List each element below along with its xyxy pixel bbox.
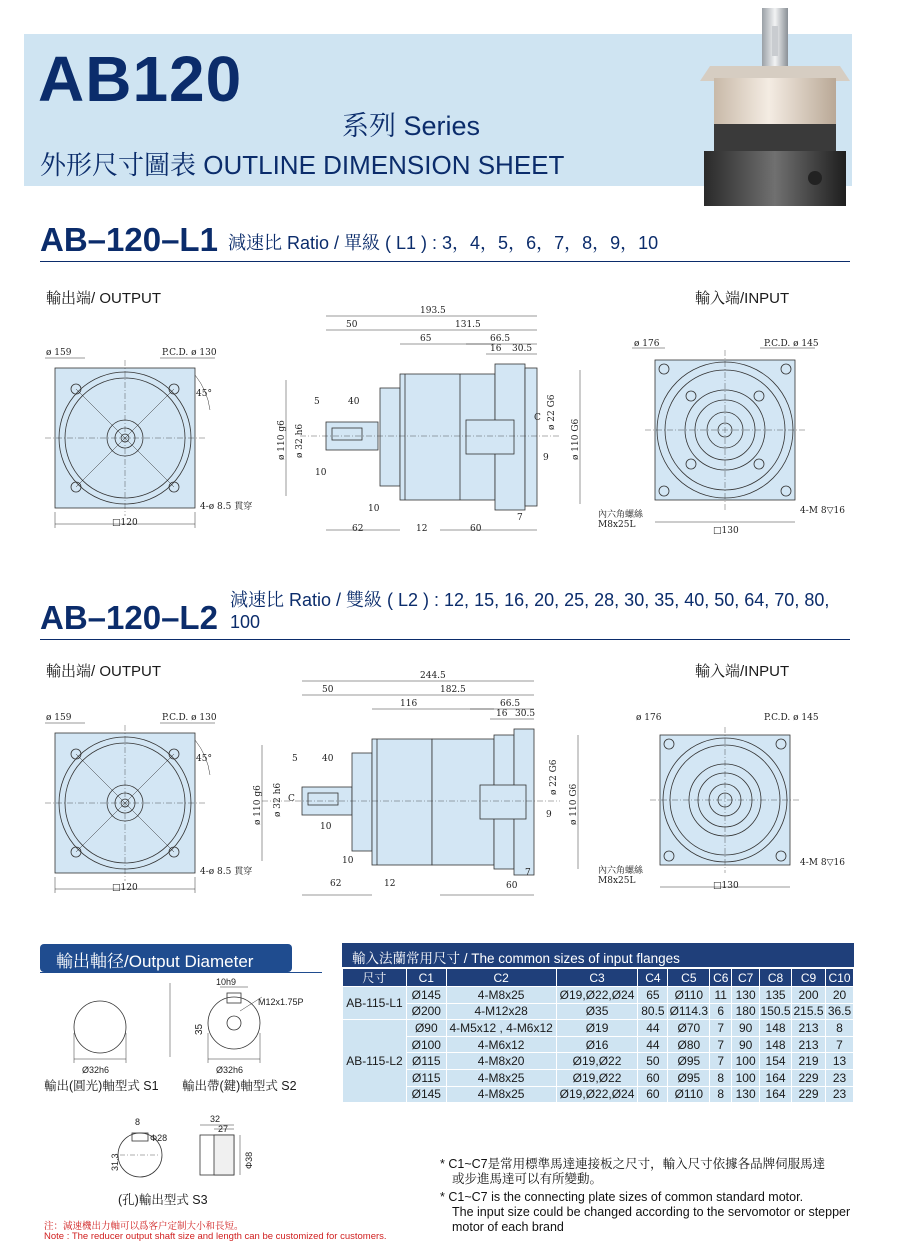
table-cell: 213 <box>792 1036 826 1053</box>
l2-dim-d9: 9 <box>546 810 552 820</box>
l2-dim-pcd145: P.C.D. ø 145 <box>764 713 819 723</box>
table-cell: 23 <box>825 1086 853 1103</box>
table-cell: Ø110 <box>668 987 710 1004</box>
table-cell: 4-M5x12 , 4-M6x12 <box>446 1020 556 1037</box>
table-row <box>343 1069 854 1086</box>
l2-dim-d116: 116 <box>400 699 418 709</box>
table-cell: 4-M6x12 <box>446 1036 556 1053</box>
table-cell: Ø115 <box>406 1069 446 1086</box>
l1-dim-d10b: 10 <box>368 504 380 514</box>
table-cell: 7 <box>710 1053 732 1070</box>
l2-dim-d182: 182.5 <box>440 685 466 695</box>
s2-tap: M12x1.75P <box>258 997 304 1007</box>
table-cell: 8 <box>710 1086 732 1103</box>
l1-output-face <box>45 358 215 528</box>
l1-dim-d10: 10 <box>315 468 327 478</box>
s3-l27: 27 <box>218 1124 229 1134</box>
l2-dim-d10: 10 <box>320 822 332 832</box>
s3-key: 8 <box>135 1117 141 1127</box>
l1-dim-d30: 30.5 <box>512 344 533 354</box>
section-l1-heading <box>40 218 850 262</box>
s3-l32: 32 <box>210 1114 221 1124</box>
l2-dim-screw: 內六角螺絲 <box>598 866 644 876</box>
table-cell: 44 <box>638 1036 668 1053</box>
l2-dim-d7: 7 <box>525 868 531 878</box>
l1-dim-phi110b: ø 110 G6 <box>571 418 581 460</box>
table-cell: Ø115 <box>406 1053 446 1070</box>
table-cell: Ø95 <box>668 1053 710 1070</box>
table-cell: 229 <box>792 1086 826 1103</box>
table-row <box>343 1003 854 1020</box>
l2-dim-holes: 4-ø 8.5 貫穿 <box>200 867 253 877</box>
table-cell: 100 <box>732 1069 760 1086</box>
table-cell: 44 <box>638 1020 668 1037</box>
l1-dim-total: 193.5 <box>420 306 446 316</box>
l1-dim-d131: 131.5 <box>455 320 481 330</box>
l2-input-label: 輸入端/INPUT <box>695 663 790 680</box>
l1-dim-pcd145: P.C.D. ø 145 <box>764 339 819 349</box>
l1-dim-d5: 5 <box>314 397 320 407</box>
table-cell: 8 <box>710 1069 732 1086</box>
table-cell: Ø145 <box>406 1086 446 1103</box>
table-cell: 20 <box>825 987 853 1004</box>
l2-dim-d12: 12 <box>384 879 396 889</box>
l2-dim-d10b: 10 <box>342 856 354 866</box>
note-en-3: motor of each brand <box>452 1220 564 1234</box>
table-cell: 4-M8x25 <box>446 987 556 1004</box>
s2-key: 10h9 <box>216 977 237 987</box>
table-cell: 100 <box>732 1053 760 1070</box>
l1-dim-d60: 60 <box>470 524 482 534</box>
l1-dim-d50: 50 <box>346 320 358 330</box>
table-cell: 4-M8x25 <box>446 1069 556 1086</box>
table-cell: 130 <box>732 1086 760 1103</box>
l2-dim-screw2: M8x25L <box>598 876 636 886</box>
table-cell: 4-M12x28 <box>446 1003 556 1020</box>
table-cell: Ø90 <box>406 1020 446 1037</box>
col-header: C8 <box>760 969 792 987</box>
table-cell: 164 <box>760 1069 792 1086</box>
l2-dim-pcd130: P.C.D. ø 130 <box>162 713 217 723</box>
l1-dim-d40: 40 <box>348 397 360 407</box>
l1-dim-d65: 65 <box>420 334 432 344</box>
l1-dim-o159: ø 159 <box>46 348 72 358</box>
output-shaft-types <box>30 975 340 1225</box>
l2-dim-total: 244.5 <box>420 671 446 681</box>
table-cell: 219 <box>792 1053 826 1070</box>
col-header: C2 <box>446 969 556 987</box>
col-header: C5 <box>668 969 710 987</box>
l2-dim-d60: 60 <box>506 881 518 891</box>
l1-dim-screw: 內六角螺絲 <box>598 510 644 520</box>
table-cell: 4-M8x20 <box>446 1053 556 1070</box>
s1-label: 輸出(圓光)軸型式 S1 <box>44 1079 159 1093</box>
table-cell: 65 <box>638 987 668 1004</box>
l1-dim-screw2: M8x25L <box>598 520 636 530</box>
flange-table <box>342 968 854 1103</box>
l2-dim-sq120: □120 <box>112 883 138 893</box>
table-cell: Ø35 <box>556 1003 638 1020</box>
l2-dim-d62: 62 <box>330 879 342 889</box>
table-cell: 130 <box>732 987 760 1004</box>
output-diameter-rule <box>40 972 322 973</box>
l2-dim-o159: ø 159 <box>46 713 72 723</box>
table-cell: Ø16 <box>556 1036 638 1053</box>
l1-dim-phi110: ø 110 g6 <box>277 420 287 460</box>
l2-dim-m8: 4-M 8▽16 <box>800 858 845 868</box>
table-cell: Ø200 <box>406 1003 446 1020</box>
flange-table-body <box>343 987 854 1103</box>
l2-input-face <box>650 727 800 887</box>
table-cell: 148 <box>760 1020 792 1037</box>
table-cell: 164 <box>760 1086 792 1103</box>
col-header: C9 <box>792 969 826 987</box>
l2-dim-d40: 40 <box>322 754 334 764</box>
table-row <box>343 1020 854 1037</box>
table-cell: Ø19,Ø22 <box>556 1069 638 1086</box>
table-row <box>343 1086 854 1103</box>
l1-dim-sq120: □120 <box>112 518 138 528</box>
table-cell: Ø19,Ø22 <box>556 1053 638 1070</box>
s2-dim: Ø32h6 <box>216 1065 244 1075</box>
sheet-subtitle: 外形尺寸圖表 OUTLINE DIMENSION SHEET <box>40 150 565 180</box>
table-row <box>343 1053 854 1070</box>
note-zh-2: 或步進馬達可以有所變動。 <box>452 1172 603 1186</box>
note-en-2: The input size could be changed according to the servomotor or stepper <box>452 1205 851 1219</box>
table-cell: Ø145 <box>406 987 446 1004</box>
table-cell: Ø80 <box>668 1036 710 1053</box>
table-cell: 135 <box>760 987 792 1004</box>
l1-dim-o176: ø 176 <box>634 339 660 349</box>
flange-table-title: 輸入法蘭常用尺寸 / The common sizes of input flanges <box>342 943 854 967</box>
section-l1-code: AB–120–L1 <box>40 221 218 258</box>
model-cell: AB-115-L2 <box>343 1020 407 1103</box>
table-cell: 229 <box>792 1069 826 1086</box>
s2-label: 輸出帶(鍵)軸型式 S2 <box>182 1079 297 1093</box>
gearbox-product-image <box>700 6 850 211</box>
l2-dim-phi110: ø 110 g6 <box>253 785 263 825</box>
table-cell: 154 <box>760 1053 792 1070</box>
s2-len: 35 <box>194 1023 205 1035</box>
table-cell: 13 <box>825 1053 853 1070</box>
section-l2-heading <box>40 590 850 640</box>
l1-dim-holes: 4-ø 8.5 貫穿 <box>200 502 253 512</box>
l1-dim-d9: 9 <box>543 453 549 463</box>
l1-dim-pcd130: P.C.D. ø 130 <box>162 348 217 358</box>
table-cell: 6 <box>710 1003 732 1020</box>
note-en-1: * C1~C7 is the connecting plate sizes of common standard motor. <box>440 1190 804 1204</box>
red-note-en: Note : The reducer output shaft size and length can be customized for customers. <box>44 1231 387 1242</box>
table-cell: Ø110 <box>668 1086 710 1103</box>
l1-output-label: 輸出端/ OUTPUT <box>46 290 161 307</box>
col-header: C7 <box>732 969 760 987</box>
model-title: AB120 <box>38 43 243 115</box>
l1-side-view <box>286 316 580 530</box>
l2-dim-phi110b: ø 110 G6 <box>569 783 579 825</box>
l2-dim-d66: 66.5 <box>500 699 521 709</box>
table-cell: 7 <box>710 1036 732 1053</box>
l2-dim-d5: 5 <box>292 754 298 764</box>
table-cell: Ø95 <box>668 1069 710 1086</box>
table-cell: 60 <box>638 1069 668 1086</box>
l1-dim-d16: 16 <box>490 344 502 354</box>
table-cell: 8 <box>825 1020 853 1037</box>
output-diameter-title: 輸出軸径/Output Diameter <box>40 944 292 972</box>
table-cell: 7 <box>710 1020 732 1037</box>
red-note-zh: 注：減速機出力軸可以爲客户定制大小和長短。 <box>44 1221 244 1232</box>
section-l1-ratio: 減速比 Ratio / 單級 ( L1 ) : 3，4，5，6，7，8，9，10 <box>228 233 659 253</box>
l2-dim-d50: 50 <box>322 685 334 695</box>
l1-dim-sq130: □130 <box>713 526 739 536</box>
l1-dim-d62: 62 <box>352 524 364 534</box>
l1-dim-phi32: ø 32 h6 <box>295 423 305 458</box>
l1-input-face <box>632 348 815 522</box>
table-cell: 180 <box>732 1003 760 1020</box>
l2-dim-phi22: ø 22 G6 <box>549 759 559 795</box>
table-cell: Ø19,Ø22,Ø24 <box>556 1086 638 1103</box>
l2-dim-a45: 45° <box>196 754 212 764</box>
table-cell: 200 <box>792 987 826 1004</box>
section-l2-code: AB–120–L2 <box>40 599 218 636</box>
l1-dim-d66: 66.5 <box>490 334 511 344</box>
table-cell: 90 <box>732 1036 760 1053</box>
table-cell: Ø114.3 <box>669 1004 709 1019</box>
flange-table-header-row <box>343 969 854 987</box>
table-row <box>343 1036 854 1053</box>
table-cell: 215.5 <box>793 1004 824 1019</box>
table-cell: 90 <box>732 1020 760 1037</box>
model-cell: AB-115-L1 <box>343 987 407 1020</box>
l2-dim-phi32: ø 32 h6 <box>273 782 283 817</box>
table-cell: 7 <box>825 1036 853 1053</box>
l2-dim-d30: 30.5 <box>515 709 536 719</box>
s3-bore: Φ28 <box>150 1133 168 1143</box>
table-cell: Ø100 <box>406 1036 446 1053</box>
note-zh-1: * C1~C7是常用標準馬達連接板之尺寸，輸入尺寸依據各品牌伺服馬達 <box>440 1157 826 1171</box>
table-cell: 23 <box>825 1069 853 1086</box>
table-cell: Ø19,Ø22,Ø24 <box>556 987 638 1004</box>
col-header: C6 <box>710 969 732 987</box>
l2-output-face <box>45 723 215 893</box>
l2-dim-c: C <box>288 794 295 804</box>
s3-od: Φ38 <box>244 1151 254 1169</box>
table-cell: 4-M8x25 <box>446 1086 556 1103</box>
table-cell: 11 <box>710 987 732 1004</box>
l2-dim-o176: ø 176 <box>636 713 662 723</box>
col-header: C4 <box>638 969 668 987</box>
l1-dim-a45: 45° <box>196 389 212 399</box>
l1-dim-c: C <box>534 413 541 423</box>
l1-dim-m8: 4-M 8▽16 <box>800 506 845 516</box>
table-cell: 60 <box>638 1086 668 1103</box>
l2-output-label: 輸出端/ OUTPUT <box>46 663 161 680</box>
l1-dim-d7: 7 <box>517 513 523 523</box>
s3-label: (孔)輸出型式 S3 <box>118 1193 208 1207</box>
l2-dim-sq130: □130 <box>713 881 739 891</box>
table-cell: 148 <box>760 1036 792 1053</box>
l2-drawing <box>0 665 900 915</box>
table-cell: 36.5 <box>825 1003 853 1020</box>
table-cell: Ø70 <box>668 1020 710 1037</box>
table-cell: 213 <box>792 1020 826 1037</box>
series-label: 系列 Series <box>342 111 481 141</box>
l1-dim-phi22: ø 22 G6 <box>547 394 557 430</box>
col-header: C3 <box>556 969 638 987</box>
table-row <box>343 987 854 1004</box>
l1-dim-d12: 12 <box>416 524 428 534</box>
col-header: C10 <box>825 969 853 987</box>
l1-input-label: 輸入端/INPUT <box>695 290 790 307</box>
l1-drawing <box>0 300 900 550</box>
col-header: C1 <box>406 969 446 987</box>
section-l2-ratio: 減速比 Ratio / 雙級 ( L2 ) : 12, 15, 16, 20, 25, 28, 30, 35, 40, 50, 64, 70, 80, 100 <box>230 590 830 632</box>
s1-dim: Ø32h6 <box>82 1065 110 1075</box>
table-cell: 50 <box>638 1053 668 1070</box>
s3-depth: 31.3 <box>110 1153 120 1171</box>
table-cell: Ø19 <box>556 1020 638 1037</box>
table-cell: 80.5 <box>638 1003 668 1020</box>
table-cell: 150.5 <box>760 1004 791 1019</box>
col-header: 尺寸 <box>343 969 407 987</box>
l2-dim-d16: 16 <box>496 709 508 719</box>
